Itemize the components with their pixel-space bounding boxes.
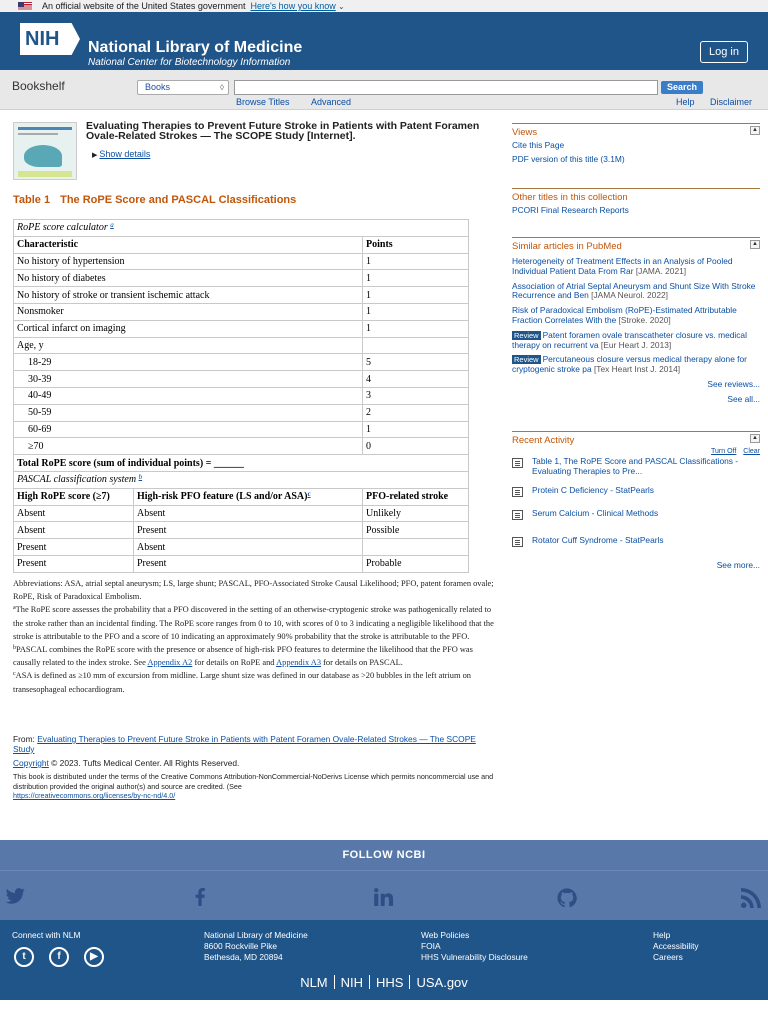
disclaimer-link[interactable]: Disclaimer — [710, 97, 753, 107]
gov-banner-text: An official website of the United States government — [42, 1, 246, 11]
appendix-a3-link[interactable]: Appendix A3 — [276, 658, 322, 668]
gov-links — [0, 975, 768, 990]
article-journal: [Stroke. 2020] — [618, 314, 671, 325]
copyright-link[interactable]: Copyright — [13, 758, 49, 768]
table-row — [14, 337, 469, 354]
nlm-title[interactable]: National Library of Medicine — [88, 39, 303, 56]
login-button[interactable]: Log in — [700, 41, 748, 63]
row-characteristic: 30-39 — [14, 371, 363, 388]
connect-with-nlm: Connect with NLM — [12, 930, 81, 940]
cite-page-link[interactable]: Cite this Page — [512, 140, 565, 150]
recent-activity-item[interactable] — [512, 536, 760, 546]
cell-high-rope: Present — [14, 539, 134, 556]
pascal-title-cell — [14, 471, 469, 488]
table-row — [14, 505, 469, 522]
recent-item-label: Rotator Cuff Syndrome - StatPearls — [532, 535, 664, 546]
document-icon — [512, 510, 523, 520]
how-you-know-link[interactable]: Here's how you know — [250, 1, 336, 11]
pascal-title: PASCAL classification system — [17, 474, 137, 486]
usa-gov-link[interactable]: USA.gov — [416, 975, 468, 990]
calc-title-cell — [14, 220, 469, 237]
row-characteristic: 60-69 — [14, 421, 363, 438]
twitter-icon[interactable] — [6, 888, 26, 909]
row-points: 1 — [363, 270, 469, 287]
calc-title: RoPE score calculator — [17, 222, 108, 234]
rope-table — [13, 219, 469, 573]
from-line — [13, 734, 483, 754]
cell-pfo-feature: Present — [134, 522, 363, 539]
bookshelf-title[interactable]: Bookshelf — [12, 79, 65, 93]
col-header-pfo-stroke: PFO-related stroke — [363, 488, 469, 505]
other-titles-title: Other titles in this collection — [512, 192, 628, 203]
review-badge: Review — [514, 330, 539, 340]
turn-off-link[interactable]: Turn Off — [711, 448, 737, 455]
footnote-a-text: The RoPE score assesses the probability that a PFO discovered in the setting of an otherwise-cryptogenic stroke was pathogenically related to the stroke rather than an incidental finding. The RoPE score ranges from 0 to 10, with scores of 0 to 3 indicating a negligible likelihood that the stroke is attributable to the PFO and a score of 10 indicating an approximately 90% probability that the stroke is attributable to the PFO. — [13, 605, 494, 641]
similar-article-link[interactable] — [512, 331, 760, 351]
help-links — [653, 930, 699, 963]
similar-article-link[interactable] — [512, 257, 760, 277]
similar-article-link[interactable] — [512, 355, 760, 375]
recent-item-label: Protein C Deficiency - StatPearls — [532, 484, 654, 495]
footnote-c — [13, 669, 501, 695]
database-select[interactable] — [137, 80, 229, 95]
row-points: 1 — [363, 320, 469, 337]
row-points: 1 — [363, 421, 469, 438]
accessibility-link[interactable]: Accessibility — [653, 941, 699, 951]
recent-item-label: Serum Calcium - Clinical Methods — [532, 508, 659, 519]
policy-links — [421, 930, 528, 963]
cell-pfo-feature: Present — [134, 555, 363, 572]
row-points — [363, 337, 469, 354]
row-points: 5 — [363, 354, 469, 371]
row-points: 1 — [363, 287, 469, 304]
web-policies-link[interactable]: Web Policies — [421, 930, 470, 940]
table-row — [14, 387, 469, 404]
article-title: Risk of Paradoxical Embolism (RoPE)-Estimated Attributable Fraction Correlates With the — [512, 305, 737, 325]
careers-link[interactable]: Careers — [653, 952, 683, 962]
chevron-down-icon: ⌄ — [335, 2, 345, 11]
recent-activity-item[interactable] — [512, 509, 760, 519]
article-title: Percutaneous closure versus medical therapy alone for cryptogenic stroke pa — [512, 354, 747, 375]
review-badge: Review — [514, 355, 539, 365]
document-icon — [512, 458, 523, 468]
row-points: 3 — [363, 387, 469, 404]
cell-pfo-stroke — [363, 539, 469, 556]
row-points: 4 — [363, 371, 469, 388]
youtube-circle-icon[interactable]: ▶ — [84, 947, 104, 967]
recent-activity-box — [512, 431, 760, 570]
from-label: From: — [13, 734, 35, 744]
table-label: Table 1 — [13, 194, 51, 206]
facebook-circle-icon[interactable]: f — [49, 947, 69, 967]
source-book-link[interactable]: Evaluating Therapies to Prevent Future Stroke in Patients with Patent Foramen Ovale-Related Strokes — The SCOPE Study — [13, 734, 476, 754]
recent-activity-item[interactable] — [512, 457, 760, 477]
table-caption: The RoPE Score and PASCAL Classifications — [60, 194, 297, 206]
search-button[interactable]: Search — [661, 81, 703, 94]
row-characteristic: Nonsmoker — [14, 303, 363, 320]
footnote-a-mark: a — [13, 605, 16, 612]
cell-pfo-feature: Absent — [134, 539, 363, 556]
views-title: Views — [512, 127, 538, 138]
github-icon[interactable] — [557, 888, 577, 913]
footnote-b-text: PASCAL combines the RoPE score with the presence or absence of high-risk PFO features to determine the likelihood that the PFO was causally related to the index stroke. See — [13, 645, 473, 668]
help-link[interactable]: Help — [676, 97, 695, 107]
twitter-circle-icon[interactable]: t — [14, 947, 34, 967]
table-row — [14, 253, 469, 270]
table-row — [14, 320, 469, 337]
see-more-link[interactable]: See more... — [716, 559, 760, 570]
footnote-b-link[interactable]: b — [138, 473, 143, 482]
book-cover-image[interactable] — [13, 122, 77, 180]
row-points: 1 — [363, 303, 469, 320]
ncbi-subtitle: National Center for Biotechnology Information — [88, 57, 291, 68]
table-row — [14, 522, 469, 539]
copyright-text: © 2023. Tufts Medical Center. All Rights Reserved. — [51, 758, 240, 768]
table-heading — [13, 194, 306, 206]
address-line: Bethesda, MD 20894 — [204, 952, 283, 962]
table-row — [14, 555, 469, 572]
footnote-b-text3: for details on PASCAL. — [323, 658, 403, 668]
address-line[interactable]: National Library of Medicine — [204, 930, 308, 940]
footer-help-link[interactable]: Help — [653, 930, 671, 940]
nih-logo[interactable] — [20, 23, 80, 55]
nlm-address — [204, 930, 308, 963]
table-row — [14, 421, 469, 438]
book-title[interactable]: Evaluating Therapies to Prevent Future Stroke in Patients with Patent Foramen Ovale-Related Strokes — The SCOPE Study [Internet]. — [86, 120, 480, 142]
similar-article-link[interactable] — [512, 282, 760, 302]
total-row: Total RoPE score (sum of individual points) = ______ — [14, 455, 469, 472]
article-journal: [Tex Heart Inst J. 2014] — [593, 364, 681, 375]
row-points: 2 — [363, 404, 469, 421]
license-note — [13, 772, 501, 801]
table-row — [14, 539, 469, 556]
license-link[interactable]: https://creativecommons.org/licenses/by-nc-nd/4.0/ — [13, 791, 176, 801]
show-details-link[interactable]: Show details — [99, 149, 151, 159]
cell-pfo-stroke: Possible — [363, 522, 469, 539]
article-title: Patent foramen ovale transcatheter closure vs. medical therapy on recurrent va — [512, 329, 747, 350]
recent-activity-item[interactable] — [512, 486, 760, 496]
collapse-icon[interactable]: ▲ — [750, 240, 760, 249]
collapse-icon[interactable]: ▲ — [750, 126, 760, 135]
row-characteristic: No history of stroke or transient ischemic attack — [14, 287, 363, 304]
footnote-c-link[interactable]: c — [307, 490, 311, 499]
table-row — [14, 438, 469, 455]
table-row — [14, 287, 469, 304]
linkedin-icon[interactable] — [374, 888, 394, 911]
other-titles-box — [512, 188, 760, 215]
pfo-feature-label: High-risk PFO feature (LS and/or ASA) — [137, 491, 308, 503]
footnote-a-link[interactable]: a — [110, 221, 114, 230]
license-text: This book is distributed under the terms of the Creative Commons Attribution-NonCommercial-NoDerivs License which permits noncommercial use and distribution provided the original author(s) and source are credited. (See — [13, 772, 494, 791]
article-journal: [JAMA. 2021] — [635, 265, 687, 276]
rope-table-wrapper — [13, 219, 469, 573]
bookshelf-search-bar — [0, 70, 768, 110]
footnote-b-text2: for details on RoPE and — [194, 658, 275, 668]
document-icon — [512, 537, 523, 547]
article-title: Association of Atrial Septal Aneurysm and Shunt Size With Stroke Recurrence and Ben — [512, 280, 756, 301]
collapse-icon[interactable]: ▲ — [750, 434, 760, 443]
table-footnotes — [13, 577, 501, 696]
row-characteristic: Cortical infarct on imaging — [14, 320, 363, 337]
similar-articles-box — [512, 237, 760, 404]
cell-high-rope: Absent — [14, 505, 134, 522]
similar-articles-title: Similar articles in PubMed — [512, 241, 622, 252]
see-reviews-link[interactable]: See reviews... — [707, 378, 760, 389]
article-journal: [Eur Heart J. 2013] — [600, 339, 672, 350]
gov-banner — [0, 0, 768, 12]
row-characteristic: ≥70 — [14, 438, 363, 455]
select-arrows-icon: ◊ — [220, 83, 224, 92]
rss-icon[interactable] — [740, 888, 762, 913]
row-characteristic: 50-59 — [14, 404, 363, 421]
nlm-link[interactable]: NLM — [300, 975, 328, 990]
recent-activity-title: Recent Activity — [512, 435, 575, 446]
table-row — [14, 303, 469, 320]
article-journal: [JAMA Neurol. 2022] — [591, 290, 668, 301]
row-characteristic: Age, y — [14, 337, 363, 354]
footnote-c-text: ASA is defined as ≥10 mm of excursion from midline. Large shunt size was defined in our database as >20 bubbles in the left atrium on transesophageal echocardiogram. — [13, 671, 471, 694]
clear-link[interactable]: Clear — [743, 448, 760, 455]
search-input[interactable] — [234, 80, 658, 95]
copyright-line — [13, 758, 239, 768]
row-points: 0 — [363, 438, 469, 455]
show-details-toggle[interactable] — [92, 149, 150, 159]
abbreviations-note: Abbreviations: ASA, atrial septal aneurysm; LS, large shunt; PASCAL, PFO-Associated Stroke Causal Likelihood; PFO, patent foramen ovale; RoPE, Risk of Paradoxical Embolism. — [13, 579, 494, 602]
table-row — [14, 270, 469, 287]
article-title: Heterogeneity of Treatment Effects in an Analysis of Pooled Individual Patient Data From Rar — [512, 256, 733, 276]
footnote-b — [13, 643, 501, 669]
recent-item-label: Table 1, The RoPE Score and PASCAL Classifications - Evaluating Therapies to Pre... — [532, 456, 739, 476]
pcori-reports-link[interactable]: PCORI Final Research Reports — [512, 205, 629, 215]
col-header-points: Points — [363, 236, 469, 253]
row-characteristic: 18-29 — [14, 354, 363, 371]
nih-logo-text: NIH — [25, 28, 60, 50]
views-box — [512, 123, 760, 164]
nih-header — [0, 12, 768, 70]
appendix-a2-link[interactable]: Appendix A2 — [147, 658, 193, 668]
cell-high-rope: Present — [14, 555, 134, 572]
nlm-footer — [0, 920, 768, 1000]
nih-link[interactable]: NIH — [340, 975, 364, 990]
page-bottom — [0, 1000, 768, 1024]
pdf-version-link[interactable]: PDF version of this title (3.1M) — [512, 154, 625, 164]
col-header-characteristic: Characteristic — [14, 236, 363, 253]
database-select-value: Books — [145, 82, 171, 92]
document-icon — [512, 487, 523, 497]
cell-pfo-feature: Absent — [134, 505, 363, 522]
footnote-c-mark: c — [13, 671, 16, 678]
footnote-a — [13, 603, 501, 643]
foia-link[interactable]: FOIA — [421, 941, 441, 951]
see-all-link[interactable]: See all... — [727, 393, 760, 404]
row-characteristic: No history of diabetes — [14, 270, 363, 287]
row-points: 1 — [363, 253, 469, 270]
row-characteristic: 40-49 — [14, 387, 363, 404]
table-row — [14, 354, 469, 371]
browse-titles-link[interactable]: Browse Titles — [236, 97, 290, 107]
cell-high-rope: Absent — [14, 522, 134, 539]
hhs-vulnerability-link[interactable]: HHS Vulnerability Disclosure — [421, 952, 528, 962]
col-header-pfo-feature — [134, 488, 363, 505]
row-characteristic: No history of hypertension — [14, 253, 363, 270]
cell-pfo-stroke: Unlikely — [363, 505, 469, 522]
follow-ncbi-heading: FOLLOW NCBI — [0, 840, 768, 870]
advanced-link[interactable]: Advanced — [311, 97, 352, 107]
hhs-link[interactable]: HHS — [376, 975, 404, 990]
triangle-right-icon: ▶ — [92, 152, 98, 159]
table-row — [14, 404, 469, 421]
social-links-bar — [0, 870, 768, 920]
cell-pfo-stroke: Probable — [363, 555, 469, 572]
footnote-b-mark: b — [13, 645, 16, 652]
us-flag-icon — [18, 2, 32, 10]
similar-article-link[interactable] — [512, 306, 760, 326]
col-header-high-rope: High RoPE score (≥7) — [14, 488, 134, 505]
table-row — [14, 371, 469, 388]
facebook-icon[interactable] — [194, 888, 206, 911]
address-line: 8600 Rockville Pike — [204, 941, 278, 951]
